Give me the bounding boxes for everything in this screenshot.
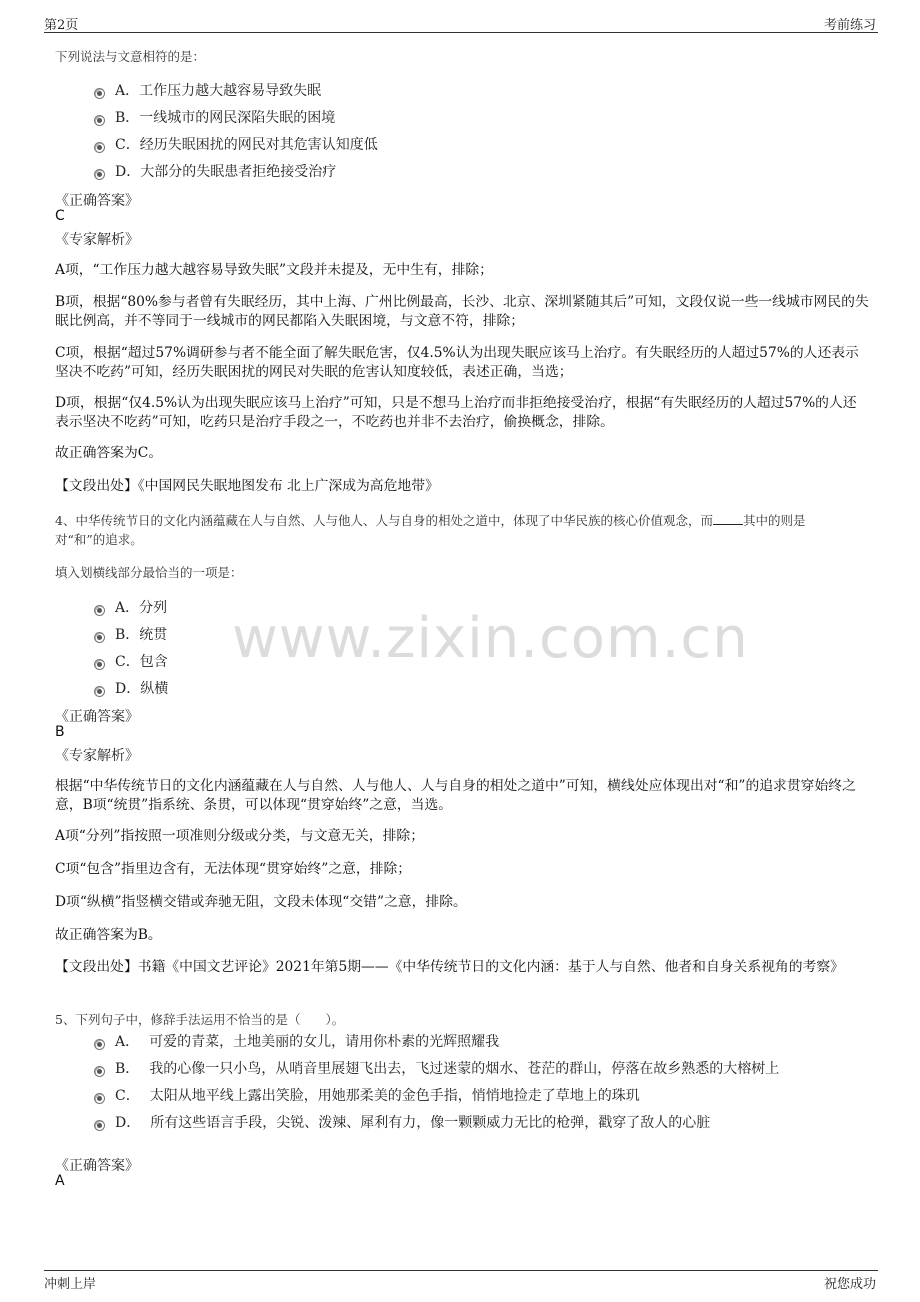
q3-analysis-b: B项，根据“80%参与者曾有失眠经历，其中上海、广州比例最高，长沙、北京、深圳紧随其后”可知，文段仅说一些一线城市网民的失眠比例高，并不等同于一线城市的网民都陷入失眠困境，与文意不符，排除； (55, 294, 869, 329)
radio-icon[interactable] (94, 1066, 105, 1077)
option-letter: D． (115, 164, 141, 180)
q3-analysis-c: C项，根据“超过57%调研参与者不能全面了解失眠危害，仅4.5%认为出现失眠应该马上治疗。有失眠经历的人超过57%的人还表示坚决不吃药”可知，经历失眠困扰的网民对失眠的危害认知度较低，表述正确，当选； (55, 345, 859, 380)
q3-option-a[interactable] (94, 80, 321, 100)
radio-icon[interactable] (94, 632, 105, 643)
radio-icon[interactable] (94, 686, 105, 697)
q4-answer: B (55, 724, 65, 740)
q3-source: 【文段出处】《中国网民失眠地图发布 北上广深成为高危地带》 (55, 478, 439, 494)
radio-icon[interactable] (94, 1120, 105, 1131)
radio-icon[interactable] (94, 1093, 105, 1104)
footer-right: 祝您成功 (823, 1277, 876, 1292)
q4-stem-line2: 对“和”的追求。 (55, 532, 143, 547)
option-text: 工作压力越大越容易导致失眠 (139, 83, 322, 99)
radio-icon[interactable] (94, 659, 105, 670)
q5-answer-label: 《正确答案》 (55, 1158, 139, 1174)
q3-option-b[interactable] (94, 107, 335, 127)
q4-analysis-a: A项“分列”指按照一项准则分级或分类，与文意无关，排除； (55, 828, 424, 844)
q5-option-c[interactable] (94, 1085, 640, 1105)
q5-option-d[interactable] (94, 1112, 710, 1132)
radio-icon[interactable] (94, 1039, 105, 1050)
option-letter: C． (115, 137, 140, 153)
fill-blank (713, 512, 743, 525)
q5-stem: 5、下列句子中，修辞手法运用不恰当的是（ ）。 (55, 1012, 345, 1027)
q4-stem-line1 (55, 511, 805, 529)
q3-option-c[interactable] (94, 134, 378, 154)
q5-option-b[interactable] (94, 1058, 779, 1078)
option-letter: A． (115, 600, 140, 616)
option-text: 统贯 (139, 627, 168, 643)
q4-stem-part1: 4、中华传统节日的文化内涵蕴藏在人与自然、人与他人、人与自身的相处之道中，体现了中华民族的核心价值观念，而 (55, 513, 713, 528)
option-letter: A． (115, 83, 140, 99)
radio-icon[interactable] (94, 142, 105, 153)
option-text: 大部分的失眠患者拒绝接受治疗 (140, 164, 337, 180)
page-number: 第2页 (44, 18, 79, 33)
option-text: 太阳从地平线上露出笑脸，用她那柔美的金色手指，悄悄地捡走了草地上的珠玑 (149, 1088, 640, 1104)
q5-option-a[interactable] (94, 1031, 499, 1051)
footer-rule (44, 1270, 878, 1271)
q4-option-c[interactable] (94, 651, 168, 671)
option-text: 经历失眠困扰的网民对其危害认知度低 (139, 137, 378, 153)
q3-prompt: 下列说法与文意相符的是： (55, 49, 206, 64)
q4-source: 【文段出处】书籍《中国文艺评论》2021年第5期——《中华传统节日的文化内涵：基于人与自然、他者和自身关系视角的考察》 (55, 959, 844, 975)
footer-left: 冲刺上岸 (44, 1277, 97, 1292)
q4-analysis-label: 《专家解析》 (55, 748, 139, 764)
q5-answer: A (55, 1173, 65, 1189)
radio-icon[interactable] (94, 88, 105, 99)
radio-icon[interactable] (94, 115, 105, 126)
option-letter: A． (115, 1034, 140, 1050)
option-letter: B． (115, 1061, 140, 1077)
header-rule (44, 32, 878, 33)
option-text: 所有这些语言手段，尖锐、泼辣、犀利有力，像一颗颗威力无比的枪弹，戳穿了敌人的心脏 (150, 1115, 711, 1131)
option-letter: B． (115, 110, 140, 126)
q4-analysis-d: D项“纵横”指竖横交错或奔驰无阻，文段未体现“交错”之意，排除。 (55, 894, 467, 910)
q4-conclusion: 故正确答案为B。 (55, 927, 162, 943)
radio-icon[interactable] (94, 169, 105, 180)
option-letter: D． (115, 1115, 141, 1131)
q3-analysis-d: D项，根据“仅4.5%认为出现失眠应该马上治疗”可知，只是不想马上治疗而非拒绝接受治疗，根据“有失眠经历的人超过57%的人还表示坚决不吃药”可知，吃药只是治疗手段之一，不吃药也并非不去治疗，偷换概念，排除。 (55, 395, 857, 430)
header-title: 考前练习 (823, 18, 876, 33)
q4-option-d[interactable] (94, 678, 168, 698)
option-letter: D． (115, 681, 141, 697)
option-letter: C． (115, 1088, 140, 1104)
q3-answer: C (55, 208, 65, 224)
q4-analysis-main: 根据“中华传统节日的文化内涵蕴藏在人与自然、人与他人、人与自身的相处之道中”可知，横线处应体现出对“和”的追求贯穿始终之意，B项“统贯”指系统、条贯，可以体现“贯穿始终”之意，当选。 (55, 778, 856, 813)
radio-icon[interactable] (94, 605, 105, 616)
q3-answer-label: 《正确答案》 (55, 193, 139, 209)
q3-analysis-a: A项，“工作压力越大越容易导致失眠”文段并未提及，无中生有，排除； (55, 262, 493, 278)
q4-prompt: 填入划横线部分最恰当的一项是： (55, 565, 243, 580)
q4-option-a[interactable] (94, 597, 167, 617)
option-letter: C． (115, 654, 140, 670)
option-text: 包含 (139, 654, 168, 670)
option-text: 纵横 (140, 681, 169, 697)
q4-analysis-c: C项“包含”指里边含有，无法体现“贯穿始终”之意，排除； (55, 861, 412, 877)
q3-analysis-label: 《专家解析》 (55, 232, 139, 248)
option-text: 可爱的青菜，土地美丽的女儿，请用你朴素的光辉照耀我 (149, 1034, 500, 1050)
q3-option-d[interactable] (94, 161, 336, 181)
q4-option-b[interactable] (94, 624, 167, 644)
option-text: 我的心像一只小鸟，从哨音里展翅飞出去，飞过迷蒙的烟水、苍茫的群山，停落在故乡熟悉的大榕树上 (149, 1061, 780, 1077)
option-text: 分列 (139, 600, 168, 616)
q4-stem-part2: 其中的则是 (742, 513, 806, 528)
option-text: 一线城市的网民深陷失眠的困境 (139, 110, 336, 126)
q3-conclusion: 故正确答案为C。 (55, 445, 163, 461)
watermark: www.zixin.com.cn (232, 606, 749, 671)
q4-answer-label: 《正确答案》 (55, 709, 139, 725)
option-letter: B． (115, 627, 140, 643)
